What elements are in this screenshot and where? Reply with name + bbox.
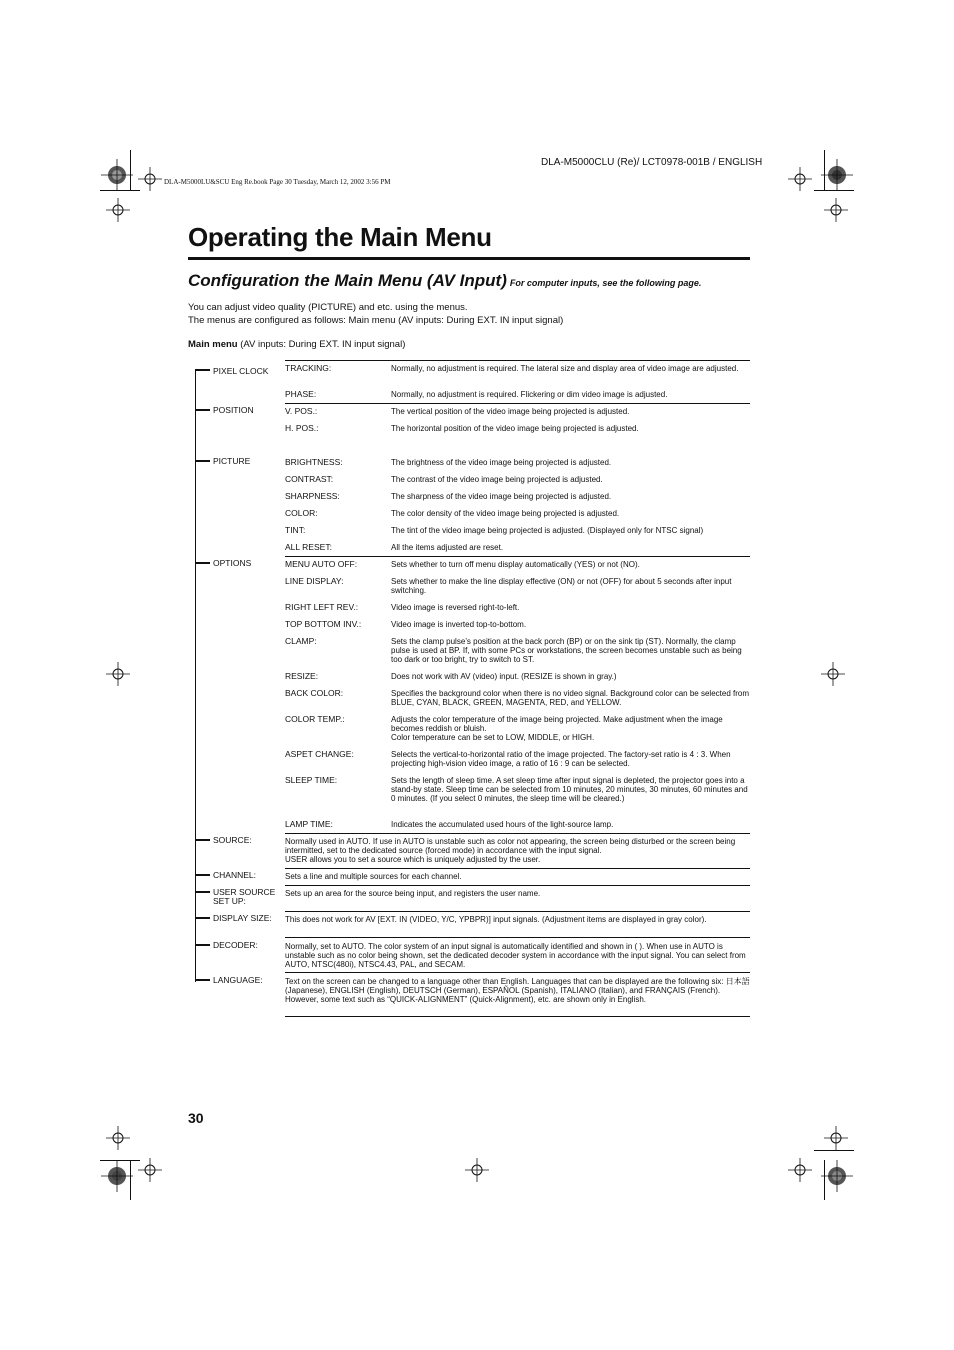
crosshair-mark <box>106 198 130 222</box>
category-desc-channel: Sets a line and multiple sources for each channel. <box>285 872 462 881</box>
tree-branch <box>195 839 210 841</box>
menu-item-desc: Sets the length of sleep time. A set sleep time after input signal is depleted, the projector goes into a stand-by state. Sleep time can be selected from 10 minutes, 20 minutes, 30 minutes, 60 minutes and 0 minutes. (If you select 0 minutes, the sleep time will be cleared.) <box>391 776 748 803</box>
crosshair-mark <box>465 1158 489 1182</box>
table-rule <box>285 868 750 869</box>
document-id: DLA-M5000CLU (Re)/ LCT0978-001B / ENGLISH <box>541 157 763 168</box>
tree-branch <box>195 874 210 876</box>
tree-branch <box>195 944 210 946</box>
crop-mark <box>814 1150 854 1151</box>
menu-category-decoder: DECODER: <box>213 940 258 950</box>
crosshair-mark <box>824 1126 848 1150</box>
table-rule <box>285 937 750 938</box>
menu-item-name: LINE DISPLAY: <box>285 576 344 586</box>
menu-category-picture: PICTURE <box>213 456 251 466</box>
table-rule <box>285 360 750 361</box>
menu-item-name: COLOR: <box>285 508 318 518</box>
menu-item-desc: Specifies the background color when there is no video signal. Background color can be selected from BLUE, CYAN, BLACK, GREEN, MAGENTA, RED, and YELLOW. <box>391 689 749 707</box>
category-desc-language: Text on the screen can be changed to a language other than English. Languages that can be displayed are the following six: 日本語 (Japanese), ENGLISH (English), DEUTSCH (German), ESPAÑOL (Spanish), ITALIANO (Italian), and FRANÇAIS (French). However, some text such as “QUICK-ALIGNMENT” (Quick-Alignment), etc. are shown only in English. <box>285 977 750 1004</box>
menu-item-desc: Video image is reversed right-to-left. <box>391 603 520 612</box>
color-registration-mark <box>817 1156 857 1196</box>
menu-item-desc: Normally, no adjustment is required. The lateral size and display area of video image are adjusted. <box>391 364 739 373</box>
table-rule <box>285 403 750 404</box>
menu-item-desc: The brightness of the video image being projected is adjusted. <box>391 458 612 467</box>
menu-item-name: TRACKING: <box>285 363 332 373</box>
menu-item-desc: Video image is inverted top-to-bottom. <box>391 620 527 629</box>
category-desc-source <box>285 837 750 864</box>
section-title: Configuration the Main Menu (AV Input) <box>188 271 507 290</box>
menu-item-desc <box>391 715 750 742</box>
table-rule <box>285 885 750 886</box>
menu-category-pixel-clock: PIXEL CLOCK <box>213 366 269 376</box>
menu-item-name: H. POS.: <box>285 423 319 433</box>
crop-mark <box>130 1160 131 1200</box>
menu-item-name: ASPET CHANGE: <box>285 749 354 759</box>
tree-branch <box>195 409 210 411</box>
menu-category-display-size: DISPLAY SIZE: <box>213 913 272 923</box>
table-rule <box>285 911 750 912</box>
menu-item-desc: Selects the vertical-to-horizontal ratio of the image projected. The factory-set ratio is 4 : 3. When projecting high-vision video image, a ratio of 16 : 9 can be selected. <box>391 750 731 768</box>
menu-item-desc-line: Adjusts the color temperature of the image being projected. Make adjustment when the image becomes reddish or bluish. <box>391 715 723 733</box>
crosshair-mark <box>788 1158 812 1182</box>
intro-text <box>188 301 563 327</box>
print-info: DLA-M5000LU&SCU Eng Re.book Page 30 Tuesday, March 12, 2002 3:56 PM <box>164 178 391 186</box>
menu-item-desc: The contrast of the video image being projected is adjusted. <box>391 475 603 484</box>
menu-item-desc: The tint of the video image being projected is adjusted. (Displayed only for NTSC signal) <box>391 526 704 535</box>
menu-item-name: COLOR TEMP.: <box>285 714 345 724</box>
page-number: 30 <box>188 1110 204 1126</box>
crop-mark <box>100 190 140 191</box>
main-menu-label-bold: Main menu <box>188 339 238 350</box>
crop-mark <box>100 1160 140 1161</box>
menu-item-desc-line: Color temperature can be set to LOW, MIDDLE, or HIGH. <box>391 733 595 742</box>
menu-category-language: LANGUAGE: <box>213 975 263 985</box>
menu-item-desc: Does not work with AV (video) input. (RESIZE is shown in gray.) <box>391 672 617 681</box>
menu-category-source: SOURCE: <box>213 835 252 845</box>
menu-category-user-source-setup: USER SOURCE SET UP: <box>213 887 276 906</box>
table-rule <box>285 833 750 834</box>
section-note: For computer inputs, see the following page. <box>509 278 702 288</box>
color-registration-mark <box>817 155 857 195</box>
menu-item-name: SHARPNESS: <box>285 491 340 501</box>
menu-item-desc: The horizontal position of the video image being projected is adjusted. <box>391 424 639 433</box>
menu-category-position: POSITION <box>213 405 254 415</box>
intro-line: The menus are configured as follows: Main menu (AV inputs: During EXT. IN input signal) <box>188 315 564 326</box>
menu-category-channel: CHANNEL: <box>213 870 256 880</box>
menu-item-desc: The color density of the video image being projected is adjusted. <box>391 509 620 518</box>
category-desc-display-size: This does not work for AV [EXT. IN (VIDEO, Y/C, YPBPR)] input signals. (Adjustment items are displayed in gray color). <box>285 915 707 924</box>
menu-item-name: LAMP TIME: <box>285 819 333 829</box>
category-desc-user-source: Sets up an area for the source being input, and registers the user name. <box>285 889 541 898</box>
menu-item-name: BRIGHTNESS: <box>285 457 343 467</box>
menu-item-desc: The sharpness of the video image being projected is adjusted. <box>391 492 612 501</box>
table-rule <box>285 1016 750 1017</box>
color-registration-mark <box>97 155 137 195</box>
crop-mark <box>814 190 854 191</box>
category-desc-decoder: Normally, set to AUTO. The color system of an input signal is automatically identified and shown in ( ). When use in AUTO is unstable such as no color being shown, set the dedicated decoder system in accordance with the input signal. You can select from AUTO, NTSC(480i), NTSC4.43, PAL, and SECAM. <box>285 942 746 969</box>
menu-item-name: SLEEP TIME: <box>285 775 338 785</box>
menu-item-desc: Sets whether to make the line display effective (ON) or not (OFF) for about 5 seconds after input switching. <box>391 577 732 595</box>
menu-item-name: PHASE: <box>285 389 317 399</box>
menu-category-options: OPTIONS <box>213 558 252 568</box>
menu-item-name: TOP BOTTOM INV.: <box>285 619 362 629</box>
crosshair-mark <box>138 167 162 191</box>
crosshair-mark <box>824 198 848 222</box>
crop-mark <box>824 1160 825 1200</box>
crosshair-mark <box>788 167 812 191</box>
crosshair-mark <box>821 662 845 686</box>
main-menu-label-suffix: (AV inputs: During EXT. IN input signal) <box>240 339 406 350</box>
tree-branch <box>195 369 210 371</box>
table-rule <box>285 556 750 557</box>
menu-item-name: CLAMP: <box>285 636 317 646</box>
menu-item-desc: The vertical position of the video image being projected is adjusted. <box>391 407 630 416</box>
menu-item-desc: Indicates the accumulated used hours of the light-source lamp. <box>391 820 614 829</box>
menu-item-name: CONTRAST: <box>285 474 334 484</box>
menu-item-desc: Normally, no adjustment is required. Flickering or dim video image is adjusted. <box>391 390 668 399</box>
menu-item-name: TINT: <box>285 525 306 535</box>
crosshair-mark <box>138 1158 162 1182</box>
tree-branch <box>195 917 210 919</box>
page-title: Operating the Main Menu <box>188 222 492 252</box>
menu-item-name: BACK COLOR: <box>285 688 344 698</box>
menu-item-name: RESIZE: <box>285 671 319 681</box>
crop-mark <box>824 150 825 190</box>
intro-line: You can adjust video quality (PICTURE) and etc. using the menus. <box>188 302 468 313</box>
menu-item-desc: All the items adjusted are reset. <box>391 543 504 552</box>
tree-branch <box>195 460 210 462</box>
main-menu-label <box>188 339 405 350</box>
tree-branch <box>195 891 210 893</box>
crosshair-mark <box>106 662 130 686</box>
menu-item-name: ALL RESET: <box>285 542 332 552</box>
menu-item-name: V. POS.: <box>285 406 318 416</box>
table-rule <box>285 972 750 973</box>
category-desc-line: USER allows you to set a source which is uniquely adjusted by the user. <box>285 855 541 864</box>
title-rule <box>188 257 750 260</box>
menu-item-name: RIGHT LEFT REV.: <box>285 602 359 612</box>
crop-mark <box>130 150 131 190</box>
menu-item-name: MENU AUTO OFF: <box>285 559 358 569</box>
color-registration-mark <box>97 1156 137 1196</box>
tree-branch <box>195 979 210 981</box>
menu-item-desc: Sets whether to turn off menu display automatically (YES) or not (NO). <box>391 560 640 569</box>
section-heading <box>188 271 701 291</box>
menu-item-desc: Sets the clamp pulse’s position at the back porch (BP) or on the sink tip (ST). Normally, the clamp pulse is used at BP. If, with some PCs or workstations, the screen becomes unstable such as being too dark or too bright, try to switch to ST. <box>391 637 742 664</box>
tree-branch <box>195 562 210 564</box>
category-desc-line: Normally used in AUTO. If use in AUTO is unstable such as color not appearing, the screen being disturbed or the screen being intermitted, set to the dedicated source (forced mode) in accordance with the input signal. <box>285 837 736 855</box>
crosshair-mark <box>106 1126 130 1150</box>
